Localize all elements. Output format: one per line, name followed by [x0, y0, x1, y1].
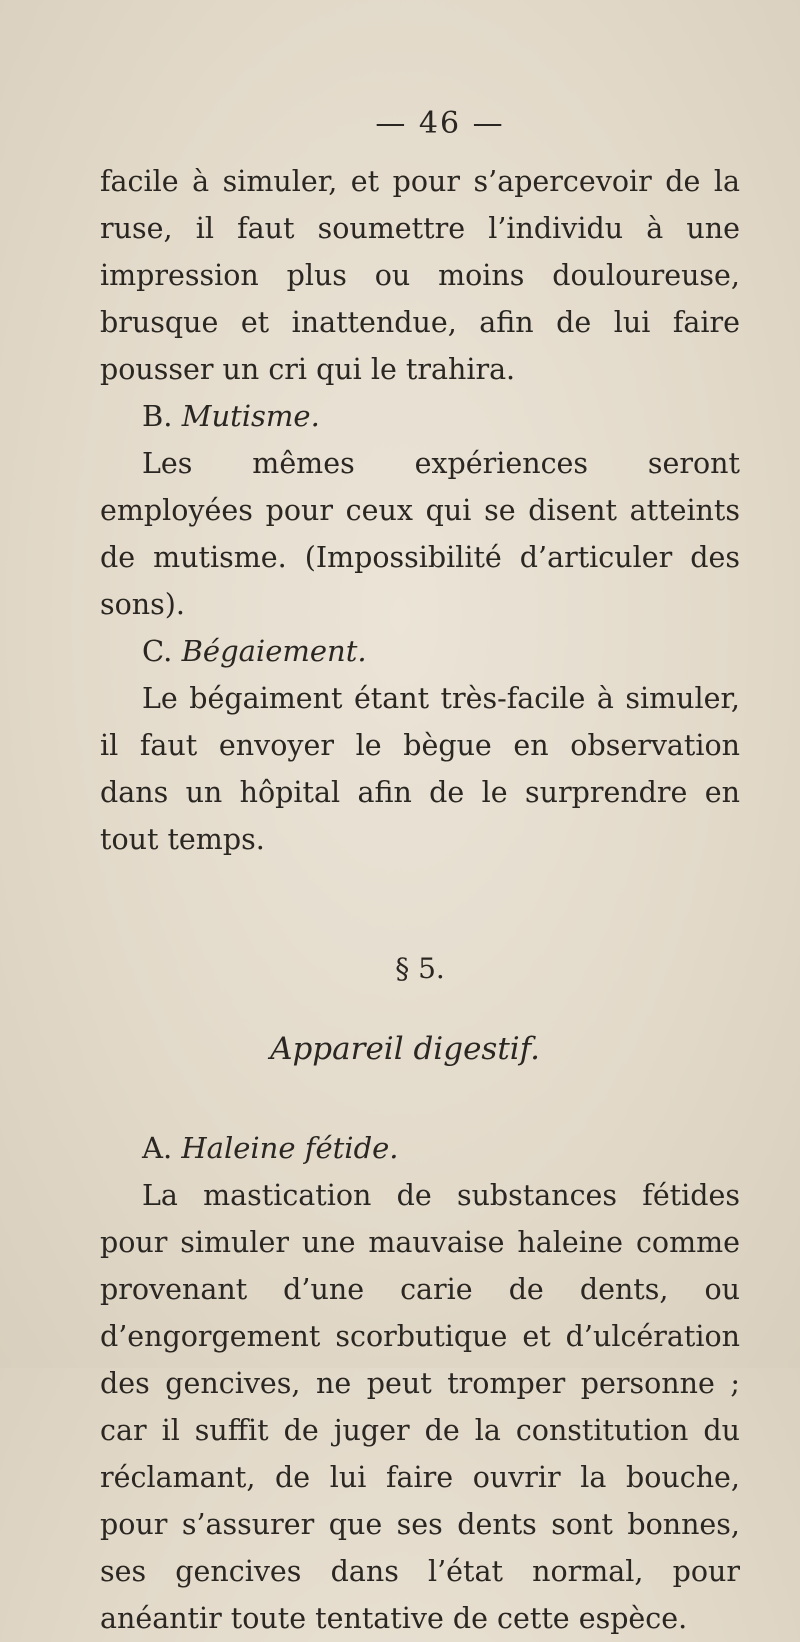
opening-paragraph: facile à simuler, et pour s’apercevoir de la ruse, il faut soumettre l’individu à une impression plus ou moins douloureuse, brusque et inattendue, afin de lui faire pousser un cri qui le trahira. — [100, 165, 740, 386]
heading-mutisme — [100, 393, 740, 440]
paragraph-mutisme: Les mêmes expériences seront employées pour ceux qui se disent atteints de mutisme. (Impossibilité d’articuler des sons). — [100, 447, 740, 621]
heading-title: Mutisme. — [181, 399, 320, 433]
section-title: Appareil digestif. — [270, 1031, 540, 1067]
heading-title: Haleine fétide. — [181, 1131, 399, 1165]
book-page — [100, 100, 740, 1642]
heading-letter: C. — [142, 634, 173, 668]
paragraph-begaiement: Le bégaiment étant très-facile à simuler, il faut envoyer le bègue en observation dans un hôpital afin de le surprendre en tout temps. — [100, 682, 740, 856]
page-number: — 46 — — [375, 106, 505, 141]
heading-letter: A. — [142, 1131, 173, 1165]
heading-begaiement — [100, 628, 740, 675]
paragraph-haleine: La mastication de substances fétides pour simuler une mauvaise haleine comme provenant d’une carie de dents, ou d’engorgement scorbutique et d’ulcération des gencives, ne peut tromper personne ; car il suffit de juger de la constitution du réclamant, de lui faire ouvrir la bouche, pour s’assurer que ses dents sont bonnes, ses gencives dans l’état normal, pour anéantir toute tentative de cette espèce. — [100, 1179, 740, 1635]
heading-title: Bégaiement. — [181, 634, 367, 668]
heading-letter: B. — [142, 399, 173, 433]
heading-haleine — [100, 1125, 740, 1172]
section-mark: § 5. — [395, 952, 445, 985]
